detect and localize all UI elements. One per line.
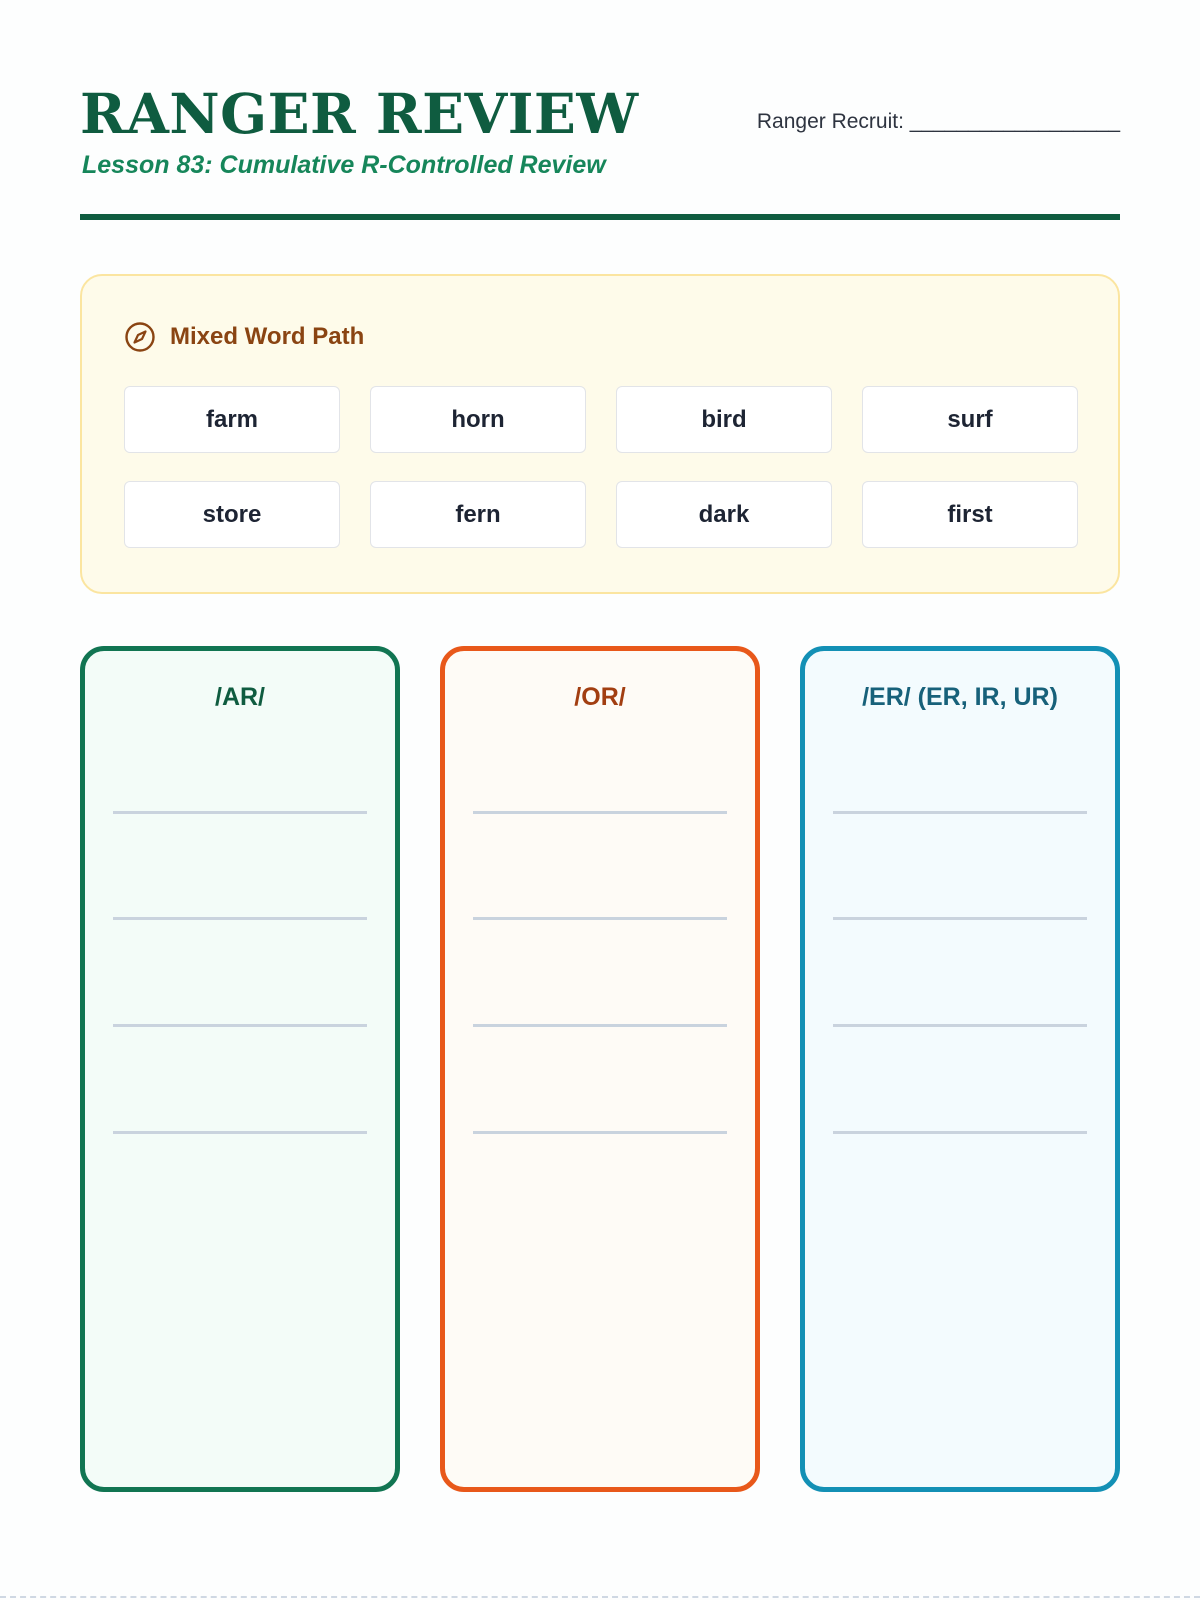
page-cut-line <box>0 1596 1200 1598</box>
column-heading-er: /ER/ (ER, IR, UR) <box>862 683 1058 711</box>
sort-column-or <box>440 646 760 1492</box>
word-tile[interactable]: store <box>124 481 340 548</box>
word-path-label: Mixed Word Path <box>170 323 365 350</box>
answer-line[interactable] <box>113 1024 367 1027</box>
compass-icon <box>124 321 156 353</box>
word-tile[interactable]: dark <box>616 481 832 548</box>
sort-column-ar <box>80 646 400 1492</box>
answer-line[interactable] <box>113 1131 367 1134</box>
answer-line[interactable] <box>113 811 367 814</box>
column-heading-or: /OR/ <box>574 683 626 711</box>
answer-line[interactable] <box>833 1131 1087 1134</box>
answer-line[interactable] <box>473 811 727 814</box>
word-tile-grid <box>124 386 1078 548</box>
sorting-columns <box>80 646 1120 1490</box>
word-tile[interactable]: fern <box>370 481 586 548</box>
worksheet-header <box>80 82 1120 222</box>
answer-line[interactable] <box>113 917 367 920</box>
word-tile[interactable]: first <box>862 481 1078 548</box>
word-tile[interactable]: horn <box>370 386 586 453</box>
answer-line[interactable] <box>473 1024 727 1027</box>
sort-column-er <box>800 646 1120 1492</box>
header-divider <box>80 214 1120 220</box>
answer-line[interactable] <box>833 811 1087 814</box>
answer-line[interactable] <box>473 1131 727 1134</box>
word-tile[interactable]: farm <box>124 386 340 453</box>
mixed-word-path-card <box>80 274 1120 594</box>
lesson-subtitle: Lesson 83: Cumulative R-Controlled Review <box>82 151 606 179</box>
word-path-heading <box>124 320 364 354</box>
word-tile[interactable]: surf <box>862 386 1078 453</box>
word-tile[interactable]: bird <box>616 386 832 453</box>
page-title: RANGER REVIEW <box>80 81 639 146</box>
answer-line[interactable] <box>473 917 727 920</box>
column-heading-ar: /AR/ <box>215 683 265 711</box>
answer-line[interactable] <box>833 917 1087 920</box>
ranger-recruit-name-field[interactable]: Ranger Recruit: __________________ <box>756 110 1120 133</box>
answer-line[interactable] <box>833 1024 1087 1027</box>
